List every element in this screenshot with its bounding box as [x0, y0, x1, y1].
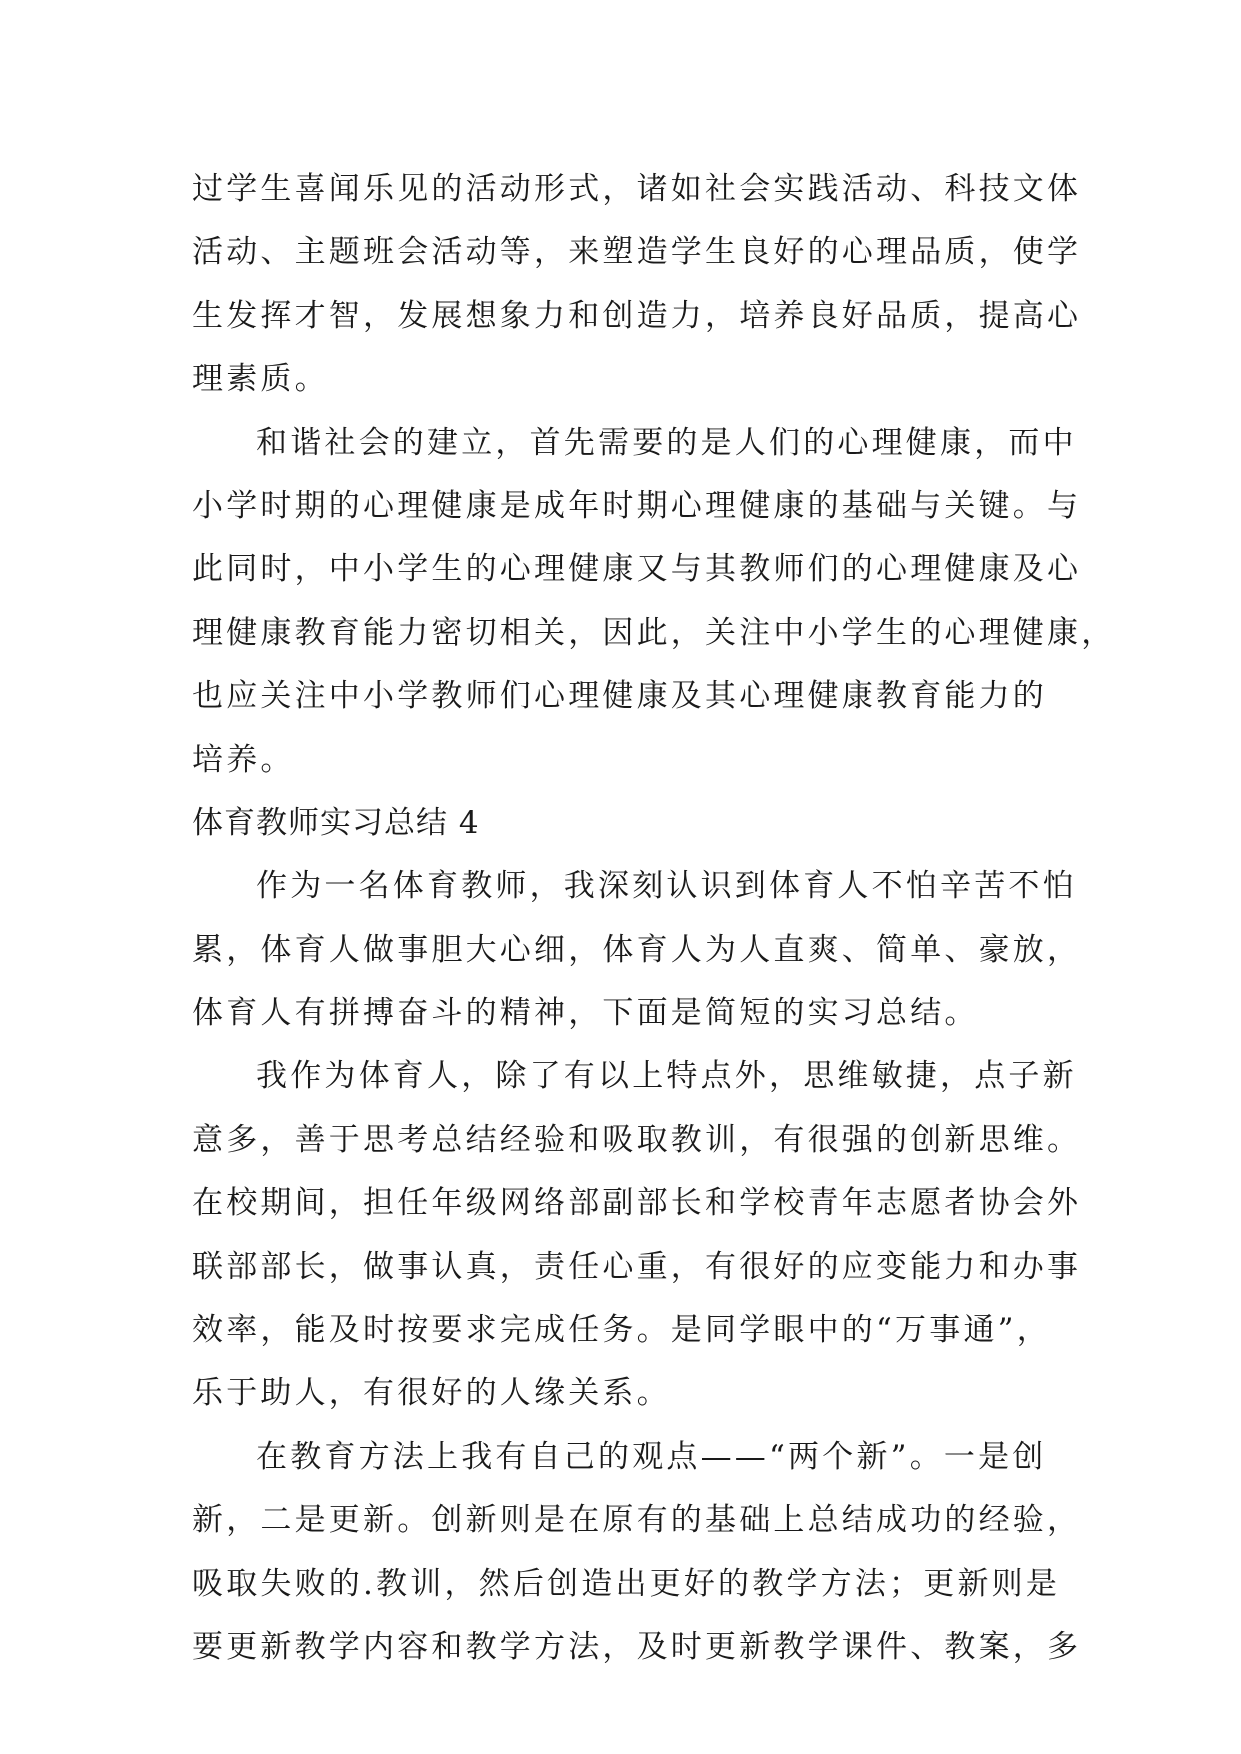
section-heading: 体育教师实习总结 4 [192, 804, 480, 841]
text-line: 过学生喜闻乐见的活动形式，诸如社会实践活动、科技文体 [192, 171, 1082, 207]
paragraph-first-line: 作为一名体育教师，我深刻认识到体育人不怕辛苦不怕 [256, 868, 1077, 905]
text-line: 活动、主题班会活动等，来塑造学生良好的心理品质，使学 [192, 234, 1082, 271]
text-line: 小学时期的心理健康是成年时期心理健康的基础与关键。与 [192, 487, 1082, 524]
text-line: 效率，能及时按要求完成任务。是同学眼中的“万事通”， [192, 1312, 1051, 1349]
text-line: 培养。 [192, 741, 295, 778]
text-line: 理健康教育能力密切相关，因此，关注中小学生的心理健康， [192, 614, 1116, 651]
text-line: 理素质。 [192, 361, 329, 398]
paragraph-first-line: 在教育方法上我有自己的观点——“两个新”。一是创 [256, 1438, 1047, 1475]
text-line: 体育人有拼搏奋斗的精神，下面是简短的实习总结。 [192, 995, 979, 1032]
text-line: 吸取失败的.教训，然后创造出更好的教学方法；更新则是 [192, 1565, 1061, 1602]
text-line: 生发挥才智，发展想象力和创造力，培养良好品质，提高心 [192, 297, 1082, 334]
text-line: 在校期间，担任年级网络部副部长和学校青年志愿者协会外 [192, 1185, 1082, 1222]
document-body [192, 158, 1116, 1679]
text-line: 也应关注中小学教师们心理健康及其心理健康教育能力的 [192, 678, 1047, 715]
text-line: 要更新教学内容和教学方法，及时更新教学课件、教案，多 [192, 1628, 1082, 1665]
text-line: 此同时，中小学生的心理健康又与其教师们的心理健康及心 [192, 551, 1082, 588]
text-line: 联部部长，做事认真，责任心重，有很好的应变能力和办事 [192, 1248, 1082, 1285]
paragraph-first-line: 和谐社会的建立，首先需要的是人们的心理健康，而中 [256, 424, 1077, 461]
text-line: 新，二是更新。创新则是在原有的基础上总结成功的经验， [192, 1502, 1082, 1539]
text-line: 乐于助人，有很好的人缘关系。 [192, 1375, 671, 1412]
paragraph-first-line: 我作为体育人，除了有以上特点外，思维敏捷，点子新 [256, 1058, 1077, 1095]
text-line: 意多，善于思考总结经验和吸取教训，有很强的创新思维。 [192, 1121, 1082, 1158]
text-line: 累，体育人做事胆大心细，体育人为人直爽、简单、豪放， [192, 931, 1082, 968]
